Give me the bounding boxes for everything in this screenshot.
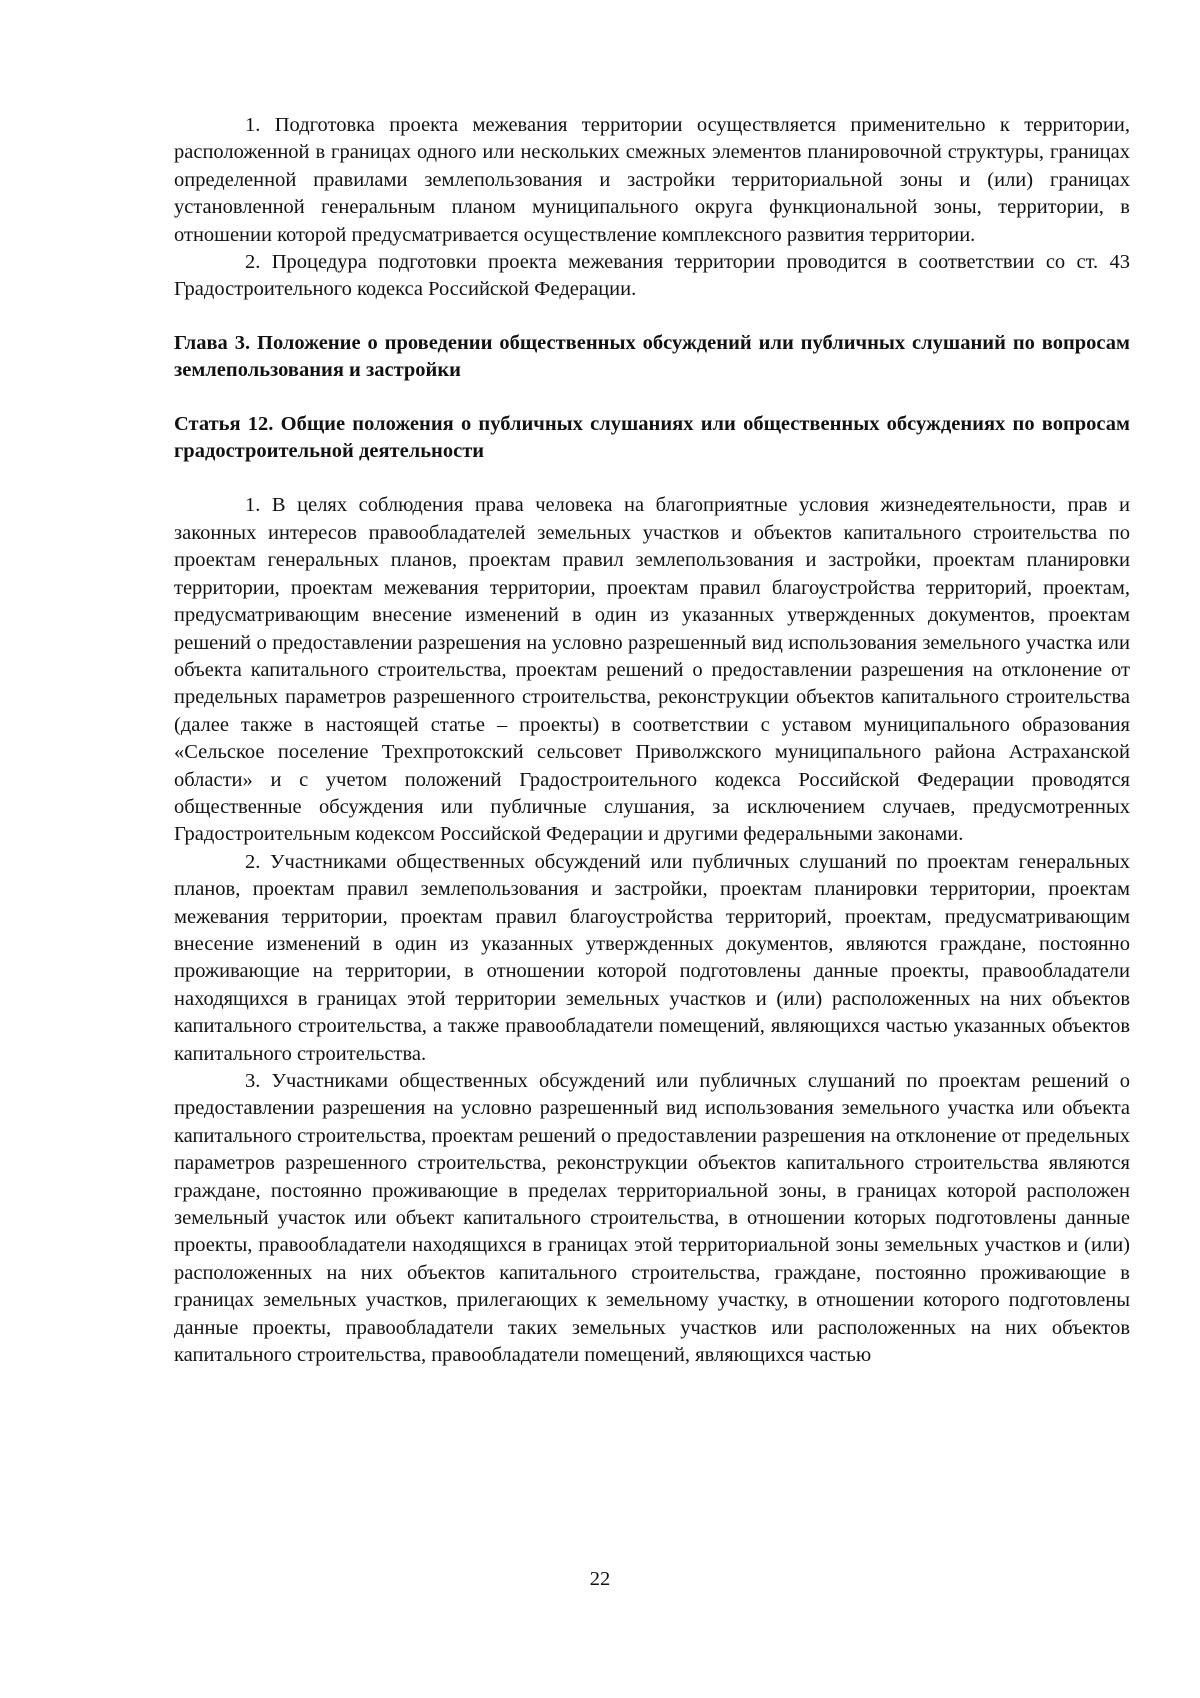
paragraph-project-preparation: 1. Подготовка проекта межевания территории осуществляется применительно к территории, расположенной в границах одного или нескольких смежных элементов планировочной структуры, границах определенной правилами землепользования и застройки территориальной зоны и (или) границах установленной генеральным планом муниципального округа функциональной зоны, территории, в отношении которой предусматривается осуществление комплексного развития территории. — [174, 114, 1130, 246]
article-paragraph-1: 1. В целях соблюдения права человека на благоприятные условия жизнедеятельности, прав и законных интересов правообладателей земельных участков и объектов капитального строительства по проектам генеральных планов, проектам правил землепользования и застройки, проектам планировки территории, проектам межевания территории, проектам правил благоустройства территорий, проектам, предусматривающим внесение изменений в один из указанных утвержденных документов, проектам решений о предоставлении разрешения на условно разрешенный вид использования земельного участка или объекта капитального строительства, проектам решений о предоставлении разрешения на отклонение от предельных параметров разрешенного строительства, реконструкции объектов капитального строительства (далее также в настоящей статье – проекты) в соответствии с уставом муниципального образования «Сельское поселение Трехпротокский сельсовет Приволжского муниципального района Астраханской области» и с учетом положений Градостроительного кодекса Российской Федерации проводятся общественные обсуждения или публичные слушания, за исключением случаев, предусмотренных Градостроительным кодексом Российской Федерации и другими федеральными законами. — [174, 494, 1130, 846]
chapter-heading: Глава 3. Положение о проведении общественных обсуждений или публичных слушаний по вопросам землепользования и застройки — [174, 331, 1130, 382]
article-paragraph-2: 2. Участниками общественных обсуждений или публичных слушаний по проектам генеральных планов, проектам правил землепользования и застройки, проектам планировки территории, проектам межевания территории, проектам правил благоустройства территорий, проектам, предусматривающим внесение изменений в один из указанных утвержденных документов, являются граждане, постоянно проживающие на территории, в отношении которой подготовлены данные проекты, правообладатели находящихся в границах этой территории земельных участков и (или) расположенных на них объектов капитального строительства, а также правообладатели помещений, являющихся частью указанных объектов капитального строительства. — [174, 850, 1130, 1065]
article-heading: Статья 12. Общие положения о публичных слушаниях или общественных обсуждениях по вопросам градостроительной деятельности — [174, 412, 1130, 463]
page-number: 22 — [589, 1568, 611, 1590]
document-page — [174, 112, 1130, 1369]
paragraph-procedure: 2. Процедура подготовки проекта межевания территории проводится в соответствии со ст. 43 Градостроительного кодекса Российской Федерации. — [174, 251, 1130, 301]
article-body — [174, 492, 1130, 1369]
article-paragraph-3: 3. Участниками общественных обсуждений или публичных слушаний по проектам решений о предоставлении разрешения на условно разрешенный вид использования земельного участка или объекта капитального строительства, проектам решений о предоставлении разрешения на отклонение от предельных параметров разрешенного строительства, реконструкции объектов капитального строительства являются граждане, постоянно проживающие в пределах территориальной зоны, в границах которой расположен земельный участок или объект капитального строительства, в отношении которых подготовлены данные проекты, правообладатели находящихся в границах этой территориальной зоны земельных участков и (или) расположенных на них объектов капитального строительства, граждане, постоянно проживающие в границах земельных участков, прилегающих к земельному участку, в отношении которого подготовлены данные проекты, правообладатели таких земельных участков или расположенных на них объектов капитального строительства, правообладатели помещений, являющихся частью — [174, 1070, 1130, 1367]
